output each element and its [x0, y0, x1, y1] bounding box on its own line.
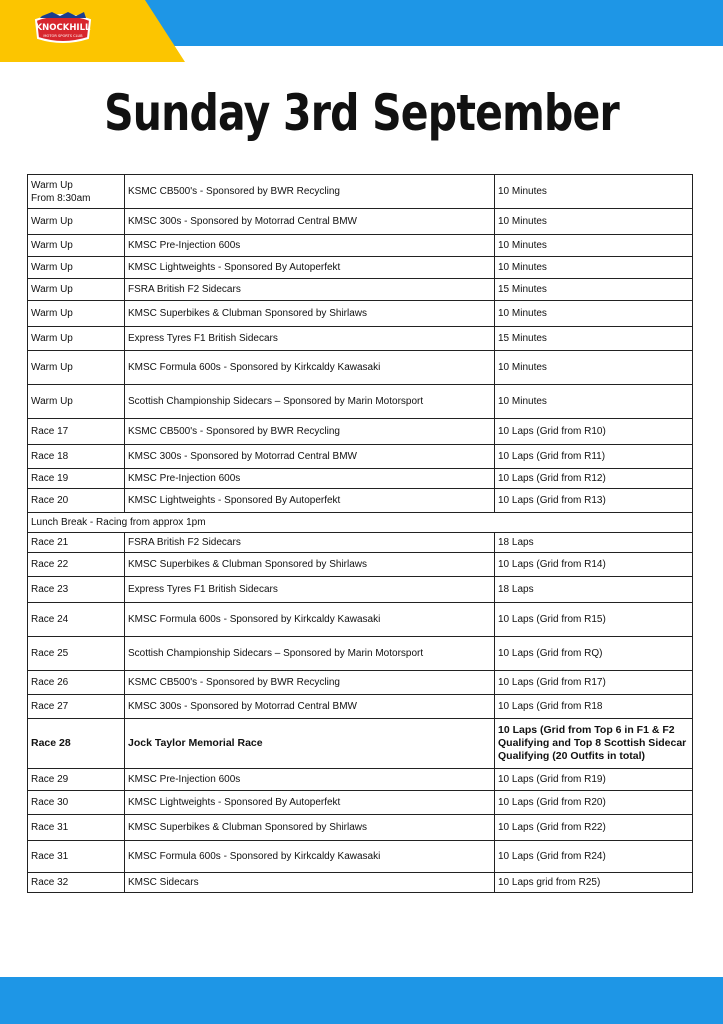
class-cell: Express Tyres F1 British Sidecars [125, 577, 495, 603]
duration-cell: 10 Minutes [495, 351, 693, 385]
schedule-row [28, 175, 693, 209]
schedule-row [28, 257, 693, 279]
class-cell: KMSC 300s - Sponsored by Motorrad Central BMW [125, 209, 495, 235]
class-cell: KMSC Superbikes & Clubman Sponsored by Shirlaws [125, 815, 495, 841]
bottom-banner [0, 977, 723, 1024]
schedule-row [28, 469, 693, 489]
class-cell: KSMC CB500's - Sponsored by BWR Recycling [125, 671, 495, 695]
duration-cell: 10 Laps (Grid from RQ) [495, 637, 693, 671]
schedule-row [28, 841, 693, 873]
session-cell: Race 26 [28, 671, 125, 695]
class-cell: FSRA British F2 Sidecars [125, 279, 495, 301]
schedule-row [28, 695, 693, 719]
session-cell: Race 21 [28, 533, 125, 553]
class-cell: KMSC Lightweights - Sponsored By Autoperfekt [125, 257, 495, 279]
schedule-row [28, 445, 693, 469]
duration-cell: 10 Minutes [495, 257, 693, 279]
class-cell: Jock Taylor Memorial Race [125, 719, 495, 769]
session-cell: Warm Up [28, 385, 125, 419]
class-cell: KMSC Superbikes & Clubman Sponsored by Shirlaws [125, 301, 495, 327]
class-cell: KMSC 300s - Sponsored by Motorrad Central BMW [125, 695, 495, 719]
logo-subtitle: MOTOR SPORTS CLUB [43, 34, 83, 38]
session-cell: Warm Up [28, 279, 125, 301]
session-cell: Warm Up [28, 351, 125, 385]
session-cell: Race 17 [28, 419, 125, 445]
lunch-break-cell: Lunch Break - Racing from approx 1pm [28, 513, 693, 533]
duration-cell: 10 Laps (Grid from R10) [495, 419, 693, 445]
duration-cell: 10 Laps (Grid from R18 [495, 695, 693, 719]
schedule-row [28, 279, 693, 301]
schedule-row [28, 489, 693, 513]
class-cell: KMSC Formula 600s - Sponsored by Kirkcaldy Kawasaki [125, 603, 495, 637]
duration-cell: 10 Minutes [495, 301, 693, 327]
class-cell: KSMC CB500's - Sponsored by BWR Recycling [125, 175, 495, 209]
logo-name: KNOCKHILL [35, 23, 91, 33]
class-cell: KMSC 300s - Sponsored by Motorrad Central BMW [125, 445, 495, 469]
session-cell: Race 28 [28, 719, 125, 769]
schedule-row [28, 791, 693, 815]
schedule-row [28, 419, 693, 445]
duration-cell: 10 Laps (Grid from R11) [495, 445, 693, 469]
session-cell: Warm Up [28, 235, 125, 257]
class-cell: KMSC Lightweights - Sponsored By Autoperfekt [125, 489, 495, 513]
duration-cell: 10 Minutes [495, 385, 693, 419]
duration-cell: 10 Minutes [495, 175, 693, 209]
class-cell: KMSC Formula 600s - Sponsored by Kirkcaldy Kawasaki [125, 841, 495, 873]
duration-cell: 10 Laps (Grid from R15) [495, 603, 693, 637]
schedule-row [28, 577, 693, 603]
top-banner [0, 0, 723, 62]
session-cell: Race 32 [28, 873, 125, 893]
schedule-row [28, 235, 693, 257]
duration-cell: 10 Laps (Grid from R12) [495, 469, 693, 489]
duration-cell: 18 Laps [495, 533, 693, 553]
schedule-row [28, 719, 693, 769]
session-cell: Race 27 [28, 695, 125, 719]
schedule-row [28, 553, 693, 577]
session-cell: Warm Up From 8:30am [28, 175, 125, 209]
class-cell: Scottish Championship Sidecars – Sponsored by Marin Motorsport [125, 637, 495, 671]
class-cell: Express Tyres F1 British Sidecars [125, 327, 495, 351]
schedule-row [28, 301, 693, 327]
schedule-row [28, 209, 693, 235]
schedule-row [28, 637, 693, 671]
schedule-row [28, 327, 693, 351]
class-cell: KMSC Lightweights - Sponsored By Autoperfekt [125, 791, 495, 815]
duration-cell: 10 Laps (Grid from R20) [495, 791, 693, 815]
lunch-break-row [28, 513, 693, 533]
session-cell: Race 31 [28, 815, 125, 841]
class-cell: KMSC Pre-Injection 600s [125, 769, 495, 791]
schedule-table [27, 174, 693, 893]
session-cell: Warm Up [28, 257, 125, 279]
duration-cell: 10 Laps (Grid from R22) [495, 815, 693, 841]
duration-cell: 10 Minutes [495, 209, 693, 235]
session-cell: Warm Up [28, 209, 125, 235]
schedule-row [28, 385, 693, 419]
knockhill-logo [30, 8, 96, 48]
duration-cell: 10 Laps (Grid from R17) [495, 671, 693, 695]
class-cell: KMSC Pre-Injection 600s [125, 235, 495, 257]
duration-cell: 10 Laps grid from R25) [495, 873, 693, 893]
session-cell: Warm Up [28, 301, 125, 327]
duration-cell: 15 Minutes [495, 279, 693, 301]
duration-cell: 10 Minutes [495, 235, 693, 257]
session-cell: Race 23 [28, 577, 125, 603]
session-cell: Race 20 [28, 489, 125, 513]
session-cell: Race 31 [28, 841, 125, 873]
schedule-row [28, 769, 693, 791]
session-cell: Race 18 [28, 445, 125, 469]
schedule-row [28, 351, 693, 385]
session-cell: Race 30 [28, 791, 125, 815]
page-title: Sunday 3rd September [104, 84, 619, 142]
duration-cell: 10 Laps (Grid from R19) [495, 769, 693, 791]
duration-cell: 15 Minutes [495, 327, 693, 351]
duration-cell: 10 Laps (Grid from R24) [495, 841, 693, 873]
class-cell: FSRA British F2 Sidecars [125, 533, 495, 553]
class-cell: Scottish Championship Sidecars – Sponsored by Marin Motorsport [125, 385, 495, 419]
class-cell: KMSC Superbikes & Clubman Sponsored by Shirlaws [125, 553, 495, 577]
schedule-row [28, 873, 693, 893]
class-cell: KSMC CB500's - Sponsored by BWR Recycling [125, 419, 495, 445]
duration-cell: 10 Laps (Grid from Top 6 in F1 & F2 Qualifying and Top 8 Scottish Sidecar Qualifying (20 Outfits in total) [495, 719, 693, 769]
session-cell: Race 25 [28, 637, 125, 671]
class-cell: KMSC Pre-Injection 600s [125, 469, 495, 489]
session-cell: Race 29 [28, 769, 125, 791]
session-cell: Race 22 [28, 553, 125, 577]
class-cell: KMSC Formula 600s - Sponsored by Kirkcaldy Kawasaki [125, 351, 495, 385]
schedule-row [28, 671, 693, 695]
duration-cell: 10 Laps (Grid from R13) [495, 489, 693, 513]
duration-cell: 10 Laps (Grid from R14) [495, 553, 693, 577]
class-cell: KMSC Sidecars [125, 873, 495, 893]
session-cell: Warm Up [28, 327, 125, 351]
session-cell: Race 24 [28, 603, 125, 637]
schedule-row [28, 533, 693, 553]
duration-cell: 18 Laps [495, 577, 693, 603]
schedule-row [28, 603, 693, 637]
session-cell: Race 19 [28, 469, 125, 489]
schedule-row [28, 815, 693, 841]
